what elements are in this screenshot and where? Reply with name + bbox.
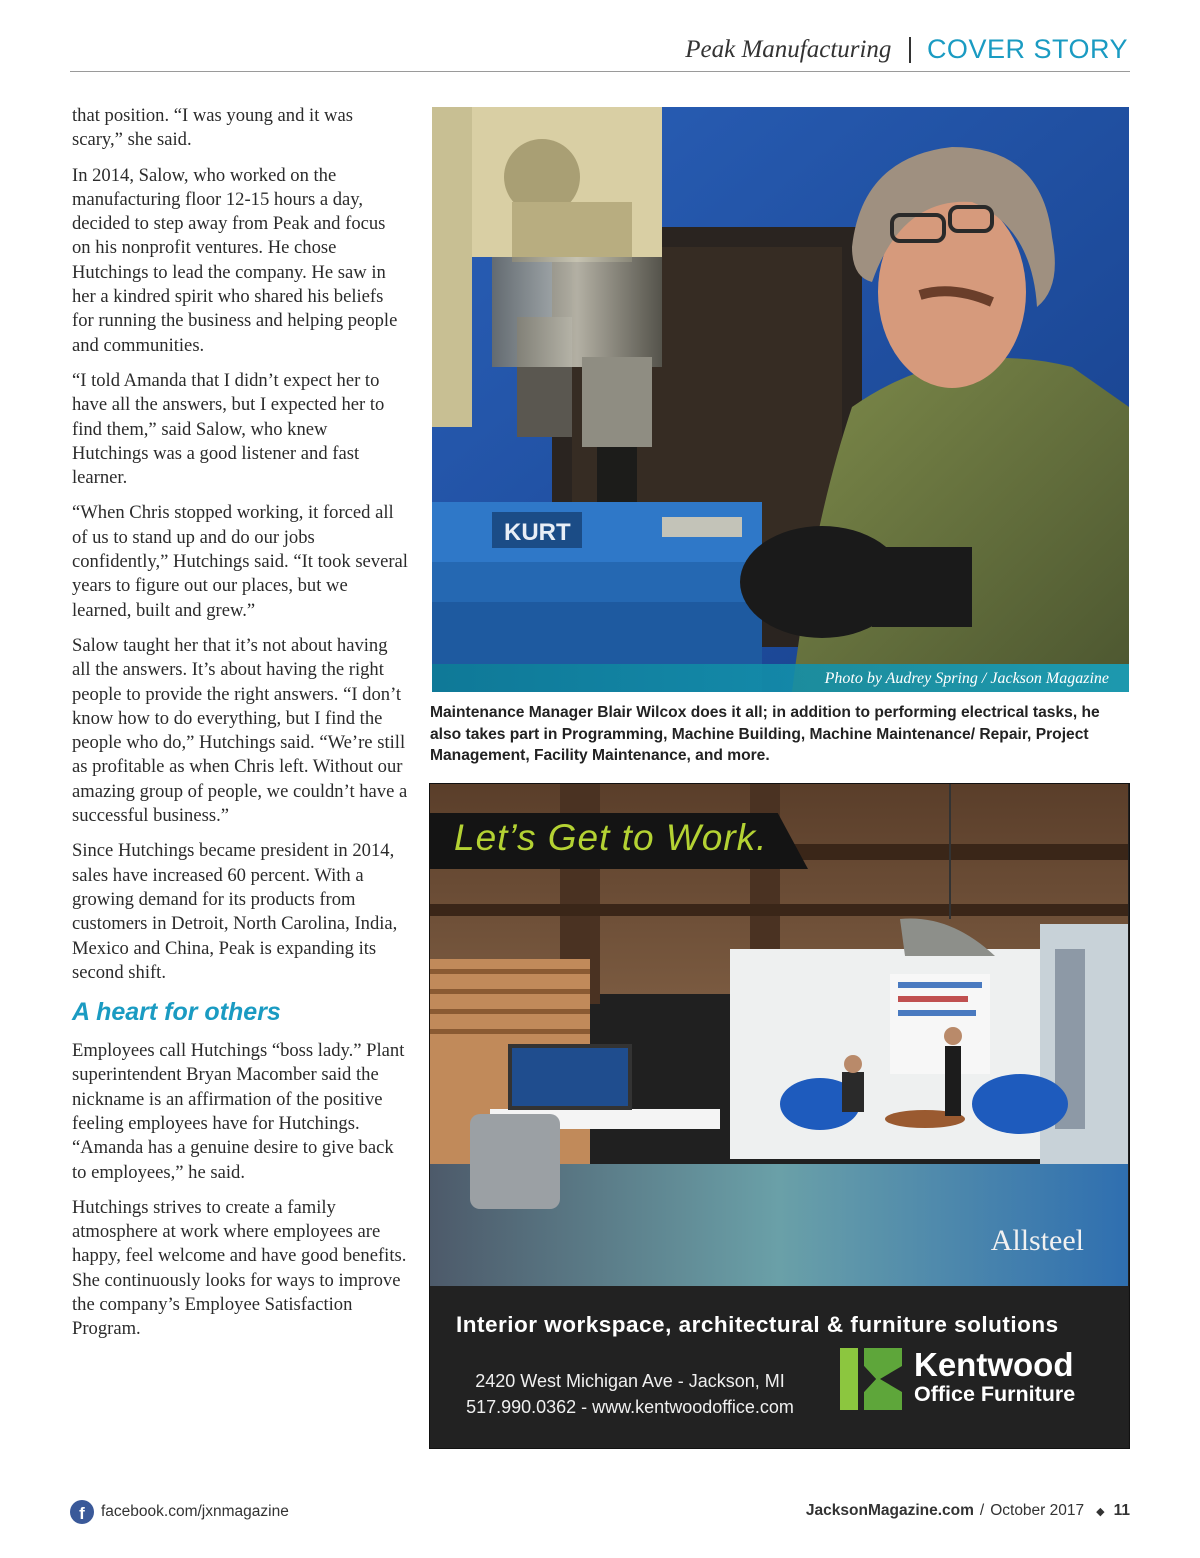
- header-inner: [685, 34, 1128, 65]
- feature-photo: [432, 107, 1129, 692]
- page-footer-info: [806, 1502, 1130, 1520]
- allsteel-brand-mark: Allsteel: [990, 1224, 1084, 1257]
- ad-photo: [430, 784, 1128, 1286]
- article-subheading: A heart for others: [72, 998, 281, 1027]
- section-tag: COVER STORY: [926, 34, 1128, 64]
- page-number: 11: [1113, 1502, 1130, 1519]
- issue-date: October 2017: [990, 1502, 1085, 1519]
- article-paragraph: In 2014, Salow, who worked on the manufacturing floor 12-15 hours a day, decided to step away from Peak and focus on his nonprofit ventures. He chose Hutchings to lead the company. He saw in her a kindred spirit who shared his beliefs for running the business and helping people and communities.: [72, 164, 398, 356]
- kentwood-name: Kentwood: [914, 1346, 1074, 1383]
- kentwood-logo-icon: [840, 1348, 902, 1410]
- ad-headline: Let’s Get to Work.: [454, 817, 768, 858]
- footer-slash: /: [979, 1502, 985, 1519]
- photo-credit: Photo by Audrey Spring / Jackson Magazine: [824, 670, 1109, 687]
- article-paragraph: Hutchings strives to create a family atmosphere at work where employees are happy, feel welcome and have good benefits. She continuously looks for ways to improve the company’s Employee Satisfaction Program.: [72, 1196, 407, 1340]
- article-paragraph: Since Hutchings became president in 2014, sales have increased 60 percent. With a growing demand for its products from customers in Detroit, North Carolina, India, Mexico and China, Peak is expanding its second shift.: [72, 840, 398, 983]
- article-paragraph: “I told Amanda that I didn’t expect her to have all the answers, but I expected her to find them,” said Salow, who knew Hutchings was a good listener and fast learner.: [72, 369, 385, 489]
- ad-address: 2420 West Michigan Ave - Jackson, MI: [475, 1371, 785, 1391]
- diamond-icon: ◆: [1096, 1505, 1105, 1518]
- photo-caption: Maintenance Manager Blair Wilcox does it all; in addition to performing electrical tasks, he also takes part in Programming, Machine Building, Machine Maintenance/ Repair, Project Management, Facility Maintenance, and more.: [430, 704, 1100, 764]
- site-link[interactable]: JacksonMagazine.com: [805, 1502, 974, 1519]
- article-column: [72, 104, 408, 1353]
- facebook-link[interactable]: facebook.com/jxnmagazine: [101, 1503, 289, 1520]
- svg-text:KURT: KURT: [504, 519, 571, 546]
- article-paragraph: Salow taught her that it’s not about having all the answers. It’s about having the right people to provide the right answers. “I don’t know how to do everything, but I find the people who do,” Hutchings said. “We’re still as profitable as when Chris left. Without our amazing group of people, we couldn’t have a successful business.”: [72, 634, 408, 827]
- kentwood-advertisement[interactable]: [429, 783, 1130, 1449]
- page-footer-social[interactable]: [70, 1500, 289, 1524]
- ad-footer: [430, 1286, 1128, 1448]
- machinist-illustration: [432, 107, 1129, 692]
- header-divider: [909, 37, 911, 63]
- article-paragraph: Employees call Hutchings “boss lady.” Plant superintendent Bryan Macomber said the nickname is an affirmation of the positive feeling employees have for Hutchings. “Amanda has a genuine desire to give back to employees,” he said.: [72, 1040, 405, 1183]
- article-paragraph: “When Chris stopped working, it forced all of us to stand up and do our jobs confidently,” Hutchings said. “It took several years to figure out our places, but we learned, built and grew.”: [72, 502, 408, 621]
- facebook-icon[interactable]: f: [70, 1500, 94, 1524]
- photo-credit-bar: [432, 664, 1129, 692]
- section-name: Peak Manufacturing: [685, 35, 892, 63]
- ad-contact[interactable]: 517.990.0362 - www.kentwoodoffice.com: [466, 1397, 794, 1417]
- ad-tagline: Interior workspace, architectural & furniture solutions: [456, 1312, 1059, 1337]
- ad-address-block: [460, 1368, 800, 1420]
- kentwood-subtitle: Office Furniture: [914, 1382, 1076, 1406]
- page-header: [70, 30, 1130, 72]
- article-paragraph: that position. “I was young and it was scary,” she said.: [72, 105, 353, 151]
